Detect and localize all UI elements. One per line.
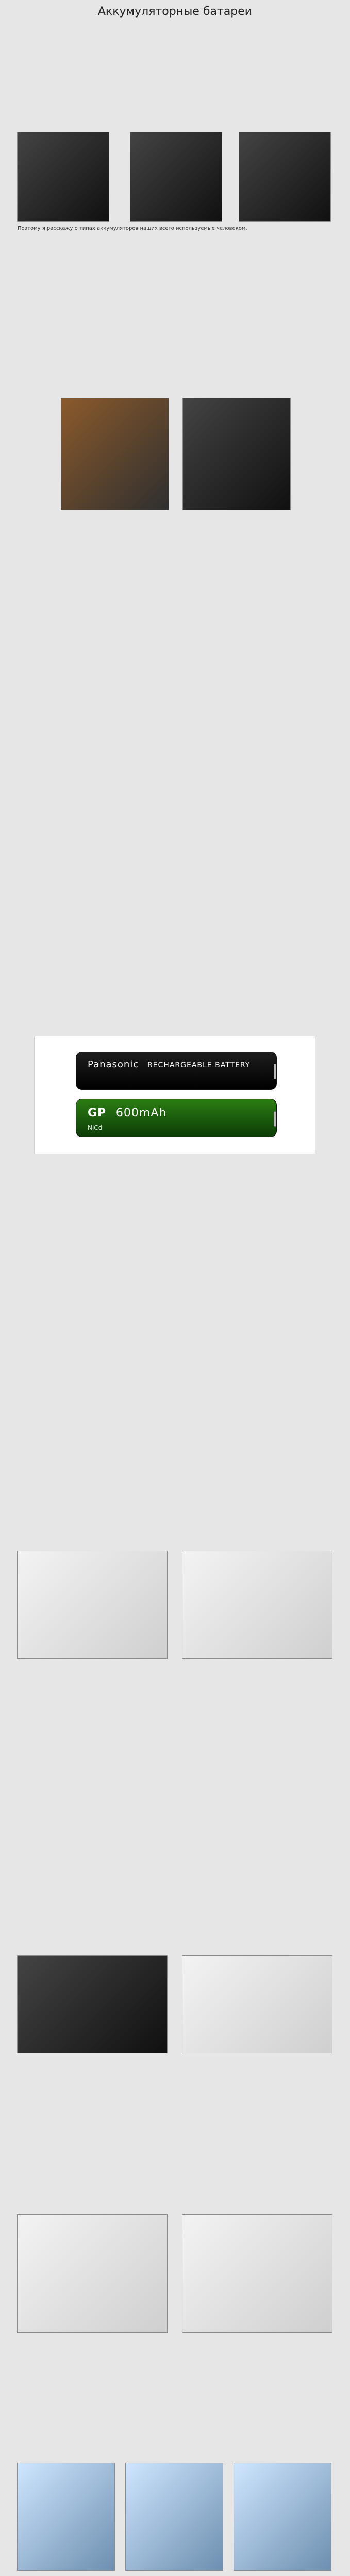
page-title: Аккумуляторные батареи xyxy=(97,5,253,18)
nimh-image-right xyxy=(182,1551,332,1659)
lithium-image-2 xyxy=(182,1955,332,2053)
lithium-image-1 xyxy=(17,1955,168,2053)
panasonic-battery xyxy=(76,1052,277,1090)
phone-image-left xyxy=(17,132,109,222)
device-image-2 xyxy=(182,2214,332,2333)
nimh-image-left xyxy=(17,1551,168,1659)
gp-battery xyxy=(76,1099,277,1137)
phone-grid-image-1 xyxy=(17,2463,115,2571)
panasonic-brand: Panasonic xyxy=(88,1059,139,1070)
phone-image-middle xyxy=(130,132,222,222)
phone-grid-image-3 xyxy=(234,2463,331,2571)
panasonic-label xyxy=(88,1059,265,1082)
lead-acid-image-left xyxy=(61,398,169,510)
phones-caption: Поэтому я расскажу о типах аккумуляторов наших всего используемые человеком. xyxy=(18,226,247,231)
lead-acid-image-right xyxy=(182,398,291,510)
panasonic-rechargeable-label: RECHARGEABLE BATTERY xyxy=(147,1061,251,1070)
gp-cap xyxy=(274,1111,277,1127)
phone-image-right xyxy=(239,132,331,222)
gp-type-label: NiCd xyxy=(88,1124,103,1131)
gp-brand: GP xyxy=(88,1107,107,1120)
gp-capacity: 600mAh xyxy=(115,1107,167,1120)
battery-illustration xyxy=(34,1036,315,1154)
panasonic-cap xyxy=(274,1064,277,1079)
phone-grid-image-2 xyxy=(125,2463,223,2571)
device-image-1 xyxy=(17,2214,168,2333)
